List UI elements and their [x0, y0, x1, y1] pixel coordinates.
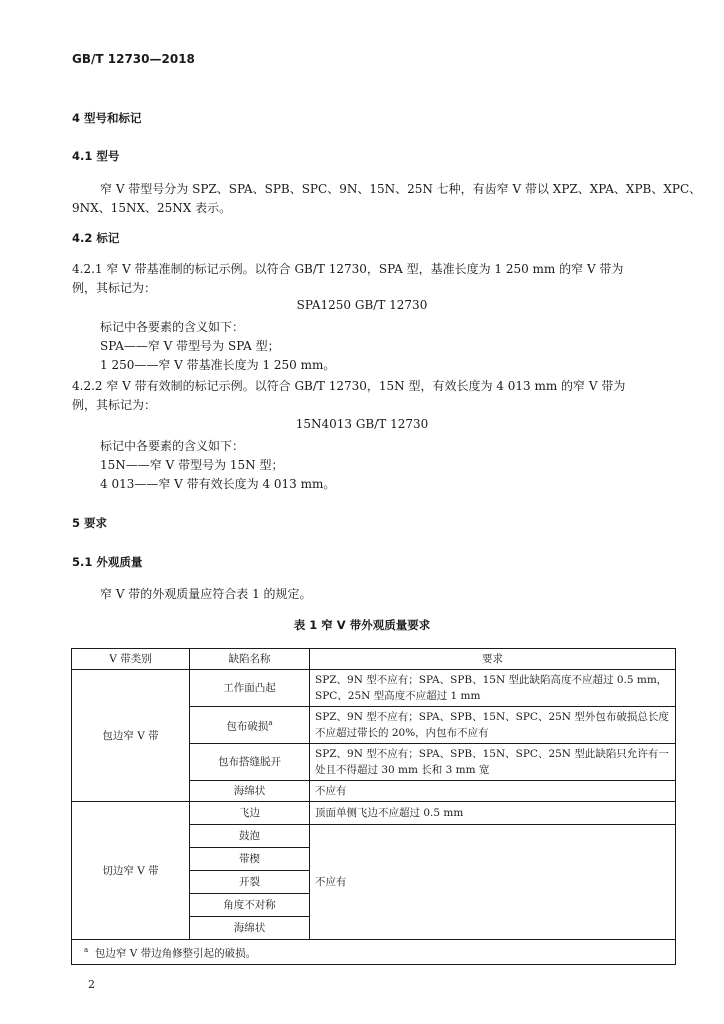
marking-example-spa: SPA1250 GB/T 12730 — [296, 298, 428, 312]
defect-cell — [190, 707, 310, 744]
table-row — [72, 802, 676, 825]
marking-meaning-intro: 标记中各要素的含义如下： — [100, 320, 245, 334]
section-4-2-2-line2: 例，其标记为： — [72, 398, 157, 412]
category-wrapped-belt: 包边窄 V 带 — [72, 670, 190, 802]
defect-cell: 开裂 — [190, 871, 310, 894]
header-requirement: 要求 — [310, 649, 676, 670]
footnote-text: 包边窄 V 带边角修整引起的破损。 — [94, 947, 257, 960]
requirement-cell: SPZ、9N 型不应有；SPA、SPB、15N、SPC、25N 型此缺陷只允许有一处且不得超过 30 mm 长和 3 mm 宽 — [310, 744, 676, 781]
section-4-1-title: 4.1 型号 — [72, 149, 120, 163]
marking-meaning-intro-2: 标记中各要素的含义如下： — [100, 439, 245, 453]
defect-cell: 海绵状 — [190, 781, 310, 802]
defect-cell: 鼓泡 — [190, 825, 310, 848]
requirement-cell: SPZ、9N 型不应有；SPA、SPB、15N、SPC、25N 型外包布破损总长度不应超过带长的 20%，内包布不应有 — [310, 707, 676, 744]
category-raw-edge-belt: 切边窄 V 带 — [72, 802, 190, 940]
table-1-title: 表 1 窄 V 带外观质量要求 — [293, 618, 431, 632]
defect-cell: 角度不对称 — [190, 894, 310, 917]
page-number: 2 — [88, 978, 95, 991]
defect-cell: 带楔 — [190, 848, 310, 871]
section-4-2-2-line1: 4.2.2 窄 V 带有效制的标记示例。以符合 GB/T 12730，15N 型，有效长度为 4 013 mm 的窄 V 带为 — [72, 379, 626, 393]
defect-cell: 飞边 — [190, 802, 310, 825]
footnote-marker: a — [268, 719, 273, 728]
marking-meaning-15n: 15N——窄 V 带型号为 15N 型； — [100, 458, 284, 472]
section-4-1-paragraph-line1: 窄 V 带型号分为 SPZ、SPA、SPB、SPC、9N、15N、25N 七种，有齿窄 V 带以 XPZ、XPA、XPB、XPC、 — [100, 182, 702, 196]
marking-example-15n: 15N4013 GB/T 12730 — [295, 417, 429, 431]
standard-number-header: GB/T 12730—2018 — [72, 52, 195, 66]
header-belt-category: V 带类别 — [72, 649, 190, 670]
section-4-2-1-line2: 例，其标记为： — [72, 281, 157, 295]
requirement-cell-shared: 不应有 — [310, 825, 676, 940]
table-row — [72, 670, 676, 707]
appearance-quality-table — [71, 648, 676, 965]
marking-meaning-effective-length: 4 013——窄 V 带有效长度为 4 013 mm。 — [100, 477, 336, 491]
section-4-2-title: 4.2 标记 — [72, 231, 120, 245]
marking-meaning-length: 1 250——窄 V 带基准长度为 1 250 mm。 — [100, 358, 336, 372]
footnote-marker: a — [84, 946, 89, 954]
requirement-cell: 顶面单侧飞边不应超过 0.5 mm — [310, 802, 676, 825]
section-5-title: 5 要求 — [72, 516, 108, 530]
table-header-row — [72, 649, 676, 670]
marking-meaning-spa: SPA——窄 V 带型号为 SPA 型； — [100, 339, 280, 353]
section-5-1-paragraph: 窄 V 带的外观质量应符合表 1 的规定。 — [100, 587, 312, 601]
table-footnote-row — [72, 940, 676, 965]
section-5-1-title: 5.1 外观质量 — [72, 555, 143, 569]
section-4-1-paragraph-line2: 9NX、15NX、25NX 表示。 — [72, 201, 232, 215]
requirement-cell: 不应有 — [310, 781, 676, 802]
defect-cell: 包布搭缝脱开 — [190, 744, 310, 781]
defect-text: 包布破损 — [226, 720, 269, 733]
defect-cell: 海绵状 — [190, 917, 310, 940]
table-footnote — [72, 940, 676, 965]
section-4-2-1-line1: 4.2.1 窄 V 带基准制的标记示例。以符合 GB/T 12730，SPA 型，基准长度为 1 250 mm 的窄 V 带为 — [72, 262, 624, 276]
defect-cell: 工作面凸起 — [190, 670, 310, 707]
header-defect-name: 缺陷名称 — [190, 649, 310, 670]
requirement-cell: SPZ、9N 型不应有；SPA、SPB、15N 型此缺陷高度不应超过 0.5 mm，SPC、25N 型高度不应超过 1 mm — [310, 670, 676, 707]
section-4-title: 4 型号和标记 — [72, 111, 142, 125]
